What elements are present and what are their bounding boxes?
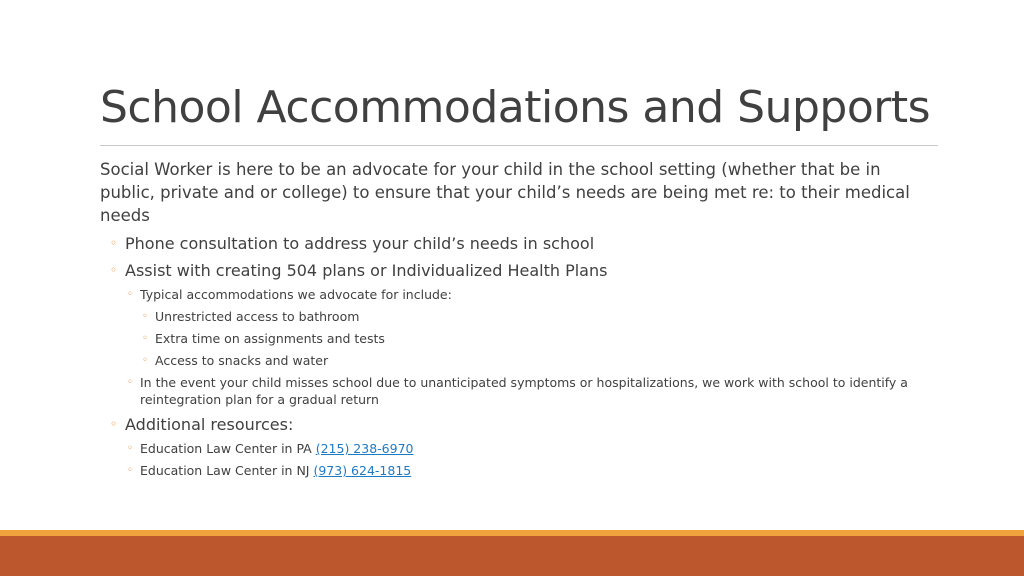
list-item-text: Education Law Center in NJ	[140, 463, 314, 478]
intro-paragraph: Social Worker is here to be an advocate for your child in the school setting (whether that be in public, private and or college) to ensure that your child’s needs are being met re: to their medical needs	[100, 160, 910, 225]
list-item-education-law-center-pa	[100, 440, 930, 457]
nj-phone-link[interactable]: (973) 624-1815	[313, 463, 412, 478]
list-item-text: Education Law Center in PA	[140, 441, 316, 456]
list-item-text: Extra time on assignments and tests	[155, 331, 385, 346]
bullet-circle-icon: ◦	[142, 333, 148, 344]
bullet-circle-icon: ◦	[142, 355, 148, 366]
list-item-text: Additional resources:	[125, 415, 294, 434]
bullet-circle-icon: ◦	[127, 443, 133, 454]
list-item-text: Unrestricted access to bathroom	[155, 309, 360, 324]
pa-phone-link[interactable]: (215) 238-6970	[315, 441, 414, 456]
bullet-list	[100, 233, 930, 479]
bullet-circle-icon: ◦	[110, 236, 118, 250]
list-item-text: In the event your child misses school due to unanticipated symptoms or hospitalizations, we work with school to identify a reintegration plan for a gradual return	[140, 375, 908, 407]
list-item-text: Assist with creating 504 plans or Individualized Health Plans	[125, 261, 608, 280]
slide-content	[100, 158, 930, 479]
list-item-text: Phone consultation to address your child’s needs in school	[125, 234, 595, 253]
list-item-text: Typical accommodations we advocate for include:	[140, 287, 452, 302]
bullet-circle-icon: ◦	[127, 465, 133, 476]
list-item-text: Access to snacks and water	[155, 353, 329, 368]
list-item-phone-consultation	[100, 233, 930, 254]
list-item-bathroom	[100, 308, 930, 325]
title-divider	[100, 145, 938, 146]
list-item-extra-time	[100, 330, 930, 347]
bullet-circle-icon: ◦	[110, 417, 118, 431]
list-item-additional-resources	[100, 414, 930, 435]
list-item-reintegration	[100, 374, 930, 408]
bullet-circle-icon: ◦	[127, 377, 133, 388]
slide-title: School Accommodations and Supports	[100, 82, 931, 133]
bullet-circle-icon: ◦	[127, 289, 133, 300]
bullet-circle-icon: ◦	[110, 263, 118, 277]
footer-band	[0, 536, 1024, 576]
list-item-snacks	[100, 352, 930, 369]
list-item-typical-accommodations	[100, 286, 930, 303]
bullet-circle-icon: ◦	[142, 311, 148, 322]
list-item-assist-plans	[100, 260, 930, 281]
list-item-education-law-center-nj	[100, 462, 930, 479]
